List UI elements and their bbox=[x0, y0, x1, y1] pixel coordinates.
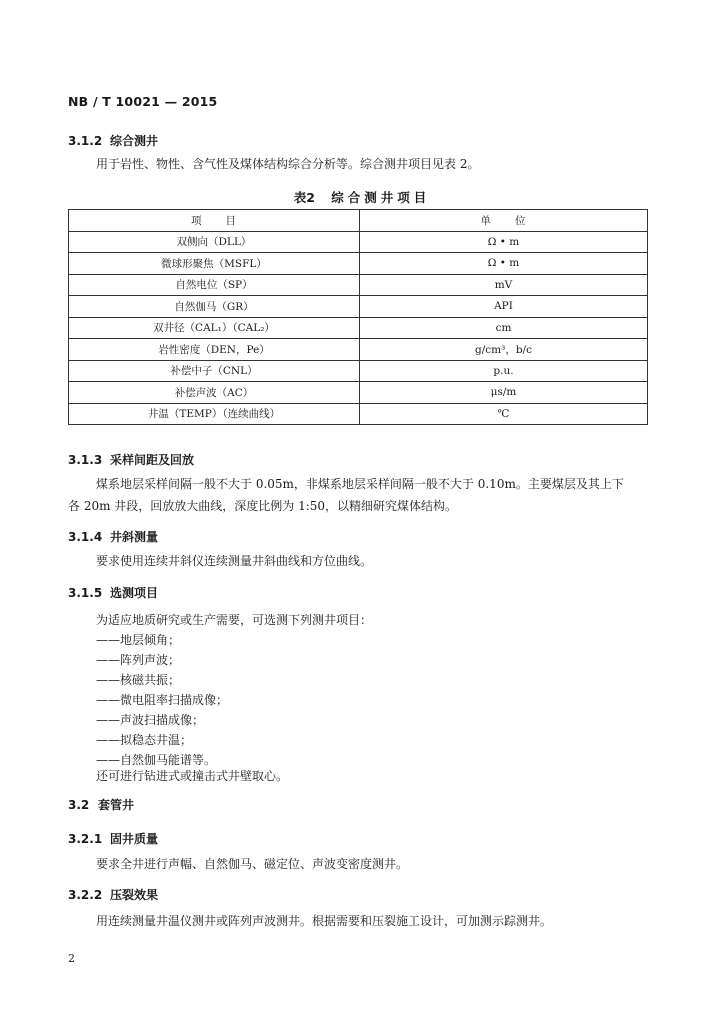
list-item: ——阵列声波； bbox=[96, 653, 181, 667]
section-3-1-2-text: 用于岩性、物性、含气性及煤体结构综合分析等。综合测井项目见表 2。 bbox=[96, 157, 480, 171]
table-caption-title: 综合测井项目 bbox=[331, 190, 431, 205]
item-cell: 自然伽马（GR） bbox=[69, 296, 360, 318]
table-row bbox=[69, 339, 648, 361]
table-row bbox=[69, 274, 648, 296]
section-3-1-2-heading bbox=[68, 132, 158, 149]
list-item: ——拟稳态井温； bbox=[96, 733, 193, 747]
table-row bbox=[69, 296, 648, 318]
section-3-1-4-heading bbox=[68, 528, 158, 545]
list-item: ——声波扫描成像； bbox=[96, 713, 205, 727]
item-cell: 井温（TEMP）（连续曲线） bbox=[69, 403, 360, 425]
table-row bbox=[69, 403, 648, 425]
unit-cell: g/cm³，b/c bbox=[360, 339, 648, 361]
section-number: 3.2.2 bbox=[68, 888, 103, 902]
section-3-2-heading bbox=[68, 796, 134, 813]
page-number: 2 bbox=[68, 952, 75, 965]
section-title: 井斜测量 bbox=[110, 530, 159, 544]
unit-cell: mV bbox=[360, 274, 648, 296]
section-3-2-1-text: 要求全井进行声幅、自然伽马、磁定位、声波变密度测井。 bbox=[96, 857, 409, 871]
section-number: 3.2 bbox=[68, 798, 90, 812]
section-3-2-2-text: 用连续测量井温仪测井或阵列声波测井。根据需要和压裂施工设计，可加测示踪测井。 bbox=[96, 914, 553, 928]
optional-items-list bbox=[96, 630, 228, 770]
unit-cell: Ω • m bbox=[360, 231, 648, 253]
section-3-1-5-heading bbox=[68, 584, 158, 601]
section-number: 3.1.2 bbox=[68, 134, 103, 148]
item-cell: 双井径（CAL₁）（CAL₂） bbox=[69, 317, 360, 339]
table-row bbox=[69, 317, 648, 339]
section-3-1-5-intro: 为适应地质研究或生产需要，可选测下列测井项目： bbox=[96, 613, 373, 627]
column-header-item: 项 目 bbox=[69, 210, 360, 232]
section-3-2-2-heading bbox=[68, 886, 158, 903]
section-number: 3.1.4 bbox=[68, 530, 103, 544]
item-cell: 双侧向（DLL） bbox=[69, 231, 360, 253]
section-title: 固井质量 bbox=[110, 832, 159, 846]
logging-items-table bbox=[68, 209, 648, 425]
section-3-1-3-line-1: 煤系地层采样间隔一般不大于 0.05m，非煤系地层采样间隔一般不大于 0.10m。主要煤层及其上下 bbox=[96, 477, 624, 491]
section-3-1-4-text: 要求使用连续井斜仪连续测量井斜曲线和方位曲线。 bbox=[96, 554, 373, 568]
table-row bbox=[69, 382, 648, 404]
table-caption bbox=[0, 188, 724, 206]
list-item: ——地层倾角； bbox=[96, 633, 181, 647]
table-row bbox=[69, 231, 648, 253]
unit-cell: p.u. bbox=[360, 360, 648, 382]
table-header-row bbox=[69, 210, 648, 232]
section-number: 3.1.5 bbox=[68, 586, 103, 600]
list-item: ——微电阻率扫描成像； bbox=[96, 693, 229, 707]
section-3-1-3-heading bbox=[68, 451, 194, 468]
table-row bbox=[69, 253, 648, 275]
section-number: 3.2.1 bbox=[68, 832, 103, 846]
unit-cell: API bbox=[360, 296, 648, 318]
section-3-1-3-line-2: 各 20m 井段，回放放大曲线，深度比例为 1:50，以精细研究煤体结构。 bbox=[68, 499, 458, 513]
item-cell: 补偿声波（AC） bbox=[69, 382, 360, 404]
column-header-unit: 单 位 bbox=[360, 210, 648, 232]
section-number: 3.1.3 bbox=[68, 453, 103, 467]
unit-cell: Ω • m bbox=[360, 253, 648, 275]
section-title: 压裂效果 bbox=[110, 888, 159, 902]
table-row bbox=[69, 360, 648, 382]
unit-cell: cm bbox=[360, 317, 648, 339]
unit-cell: μs/m bbox=[360, 382, 648, 404]
table-caption-label: 表2 bbox=[293, 190, 315, 205]
item-cell: 补偿中子（CNL） bbox=[69, 360, 360, 382]
item-cell: 岩性密度（DEN，Pe） bbox=[69, 339, 360, 361]
section-3-1-5-outro: 还可进行钻进式或撞击式井壁取心。 bbox=[96, 769, 289, 783]
section-title: 采样间距及回放 bbox=[110, 453, 195, 467]
section-title: 套管井 bbox=[98, 798, 135, 812]
section-title: 选测项目 bbox=[110, 586, 159, 600]
item-cell: 微球形聚焦（MSFL） bbox=[69, 253, 360, 275]
section-title: 综合测井 bbox=[110, 134, 159, 148]
standard-header: NB / T 10021 — 2015 bbox=[68, 94, 218, 109]
unit-cell: ℃ bbox=[360, 403, 648, 425]
item-cell: 自然电位（SP） bbox=[69, 274, 360, 296]
list-item: ——自然伽马能谱等。 bbox=[96, 753, 217, 767]
section-3-2-1-heading bbox=[68, 830, 158, 847]
list-item: ——核磁共振； bbox=[96, 673, 181, 687]
